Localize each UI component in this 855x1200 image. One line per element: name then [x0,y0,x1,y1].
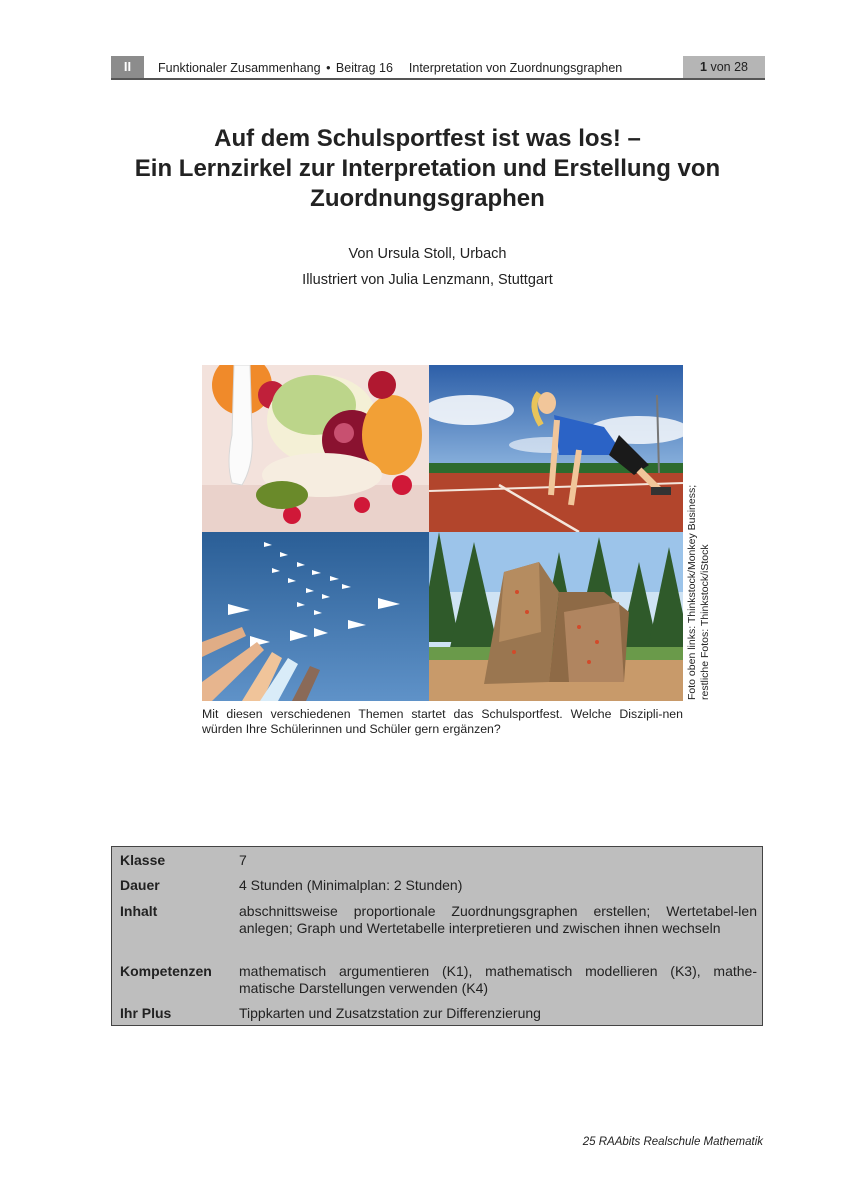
info-label: Dauer [120,877,160,893]
header-text: Funktionaler Zusammenhang • Beitrag 16 Interpretation von Zuordnungsgraphen [158,61,623,75]
title-line-2: Ein Lernzirkel zur Interpretation und Erstellung von [134,155,721,182]
info-label: Inhalt [120,903,158,919]
info-label: Klasse [120,852,166,868]
section-badge: II [111,56,144,78]
author-line: Von Ursula Stoll, Urbach [348,246,507,262]
photo-credit-line-1: Foto oben links: Thinkstock/Monkey Business; [686,484,698,700]
page-header [111,56,765,80]
photo-paper-planes [202,532,429,701]
photo-collage [202,365,683,701]
info-value: abschnittsweise proportionale Zuordnungsgraphen erstellen; Wertetabel-len anlegen; Graph und Wertetabelle interpretieren und zwischen ihnen wechseln [239,903,757,936]
info-label: Kompetenzen [120,963,212,979]
info-value: mathematisch argumentieren (K1), mathematisch modellieren (K3), mathe-matische Darstellungen verwenden (K4) [239,963,757,996]
contribution-number: Beitrag 16 [335,61,393,75]
info-label: Ihr Plus [120,1005,172,1021]
photo-fruit-salad [202,365,429,532]
info-value: 7 [239,852,247,868]
header-topic: Interpretation von Zuordnungsgraphen [408,61,623,75]
photo-caption: Mit diesen verschiedenen Themen startet das Schulsportfest. Welche Diszipli-nen würden Ihre Schülerinnen und Schüler gern ergänzen? [202,707,683,736]
page-total: von 28 [710,60,748,74]
illustrator-line: Illustriert von Julia Lenzmann, Stuttgart [302,272,553,288]
photo-climbing-rock [429,532,683,701]
photo-credit-line-2: restliche Fotos: Thinkstock/iStock [699,544,711,700]
page-title [60,124,795,214]
photo-sprinter [429,365,683,532]
title-line-1: Auf dem Schulsportfest ist was los! – [214,125,641,152]
title-line-3: Zuordnungsgraphen [310,185,545,212]
page-counter [683,56,765,78]
page-footer: 25 RAAbits Realschule Mathematik [582,1136,763,1148]
series-name: Funktionaler Zusammenhang [158,61,321,75]
info-box [111,846,763,1026]
info-value: Tippkarten und Zusatzstation zur Differenzierung [239,1005,541,1021]
info-value: 4 Stunden (Minimalplan: 2 Stunden) [239,877,463,893]
page-current: 1 [700,60,707,74]
photo-credit [686,460,712,700]
